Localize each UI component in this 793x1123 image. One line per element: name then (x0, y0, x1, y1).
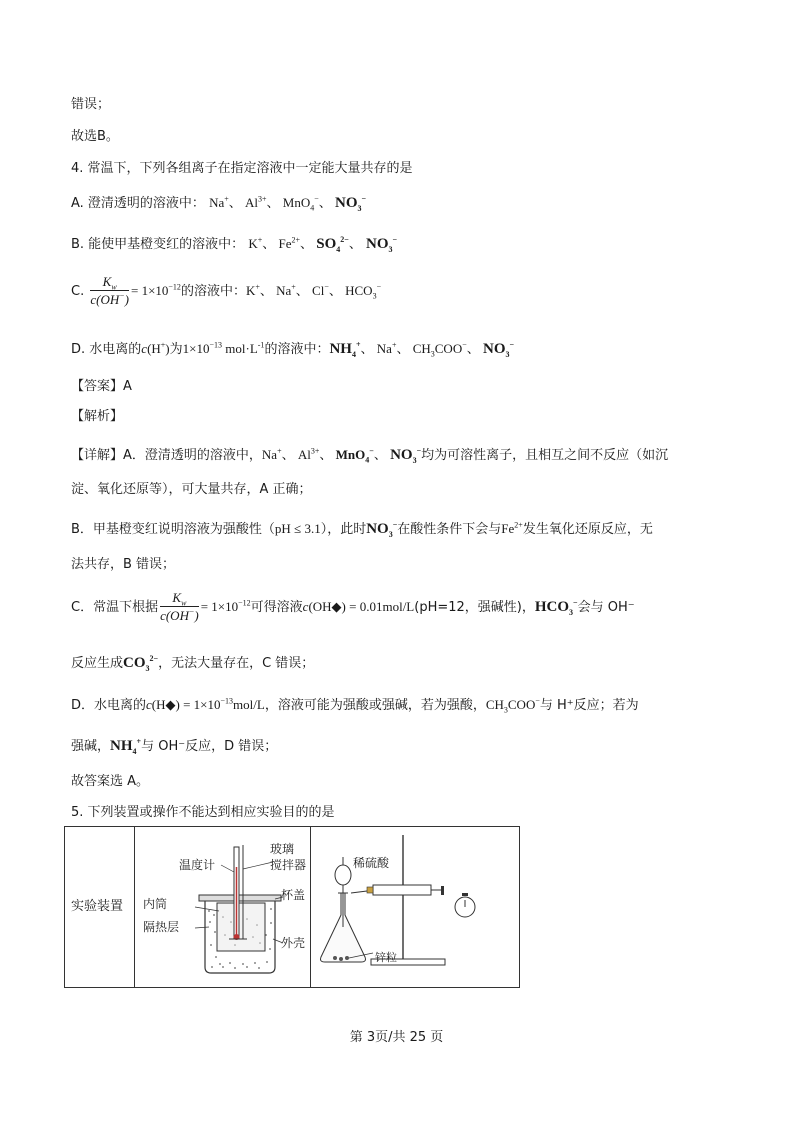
question-4-stem: 4. 常温下，下列各组离子在指定溶液中一定能大量共存的是 (71, 161, 413, 176)
label-inner-cup: 内筒 (143, 897, 168, 911)
label-zinc: 锌粒 (375, 952, 397, 964)
gas-apparatus-figure (311, 827, 519, 983)
detail-c-line2: 反应生成$CO_3^{2-}$，无法大量存在，C 错误； (71, 654, 315, 673)
detail-d-line1: D．水电离的c(H◆) = $1\times 10^{-13}mol/L$，溶液可能为强酸或强碱，若为强酸，$CH_3COO^-$与 H⁺反应；若为 (71, 696, 639, 715)
question-5-stem: 5. 下列装置或操作不能达到相应实验目的的是 (71, 805, 335, 820)
option-b: B. 能使甲基橙变红的溶液中： K+、 $Fe^{2+}$、 $SO_4^{2-}$、 $NO_3^-$ (71, 235, 398, 254)
detail-b-line2: 法共存，B 错误； (71, 557, 176, 572)
label-dilute-sulfuric-acid: 稀硫酸 (353, 856, 390, 870)
detail-c-line1: C．常温下根据 $\frac{K_w}{c(OH^-)}$ = $1\times 10^{-12}$可得溶液c(OH◆) = 0.01mol/L(pH=12，强碱性)，$HCO_3^-$会与 OH⁻ (71, 590, 635, 623)
final-answer: 故答案选 A。 (71, 774, 150, 789)
option-c: C. $\frac{K_w}{c(OH^-)}$ = $1\times 10^{-12}$的溶液中：K+、 Na+、 Cl−、 $HCO_3^-$ (71, 274, 382, 307)
option-a: A. 澄清透明的溶液中： Na+、 $Al^{3+}$、 MnO$_4$−、 $NO_3^-$ (71, 194, 367, 213)
label-thermometer: 温度计 (179, 858, 216, 872)
label-stirrer: 搅拌器 (270, 858, 307, 872)
experiment-table (64, 826, 520, 988)
calorimeter-figure (135, 827, 310, 983)
text-line: 故选B。 (71, 129, 119, 144)
detail-a-line1: 【详解】A．澄清透明的溶液中，Na+、 $Al^{3+}$、 MnO$_4$−、 $NO_3^-$均为可溶性离子，且相互之间不反应（如沉 (71, 446, 669, 465)
label-shell: 外壳 (281, 936, 306, 950)
analysis-label: 【解析】 (71, 409, 124, 424)
option-d: D. 水电离的c(H+)为$1\times 10^{-13}$ $mol\cdot L^{-1}$的溶液中：$NH_4^+$、 Na+、 $CH_3COO^-$、 $NO_3^-$ (71, 340, 515, 359)
row-label: 实验装置 (65, 827, 135, 988)
text-line: 错误； (71, 97, 111, 112)
detail-b-line1: B．甲基橙变红说明溶液为强酸性（pH ≤ 3.1），此时$NO_3^-$在酸性条件下会与$Fe^{2+}$发生氧化还原反应，无 (71, 520, 653, 539)
gas-apparatus-figure-cell (311, 827, 520, 988)
detail-d-line2: 强碱，$NH_4^+$与 OH⁻反应，D 错误； (71, 737, 278, 756)
label-insulation: 隔热层 (143, 920, 180, 934)
label-lid: 杯盖 (281, 888, 306, 902)
calorimeter-figure-cell (135, 827, 311, 988)
page-footer: 第 3页/共 25 页 (349, 1030, 444, 1045)
detail-a-line2: 淀、氧化还原等），可大量共存，A 正确； (71, 482, 312, 497)
answer-label: 【答案】A (71, 379, 132, 394)
label-stirrer: 玻璃 (270, 842, 295, 856)
